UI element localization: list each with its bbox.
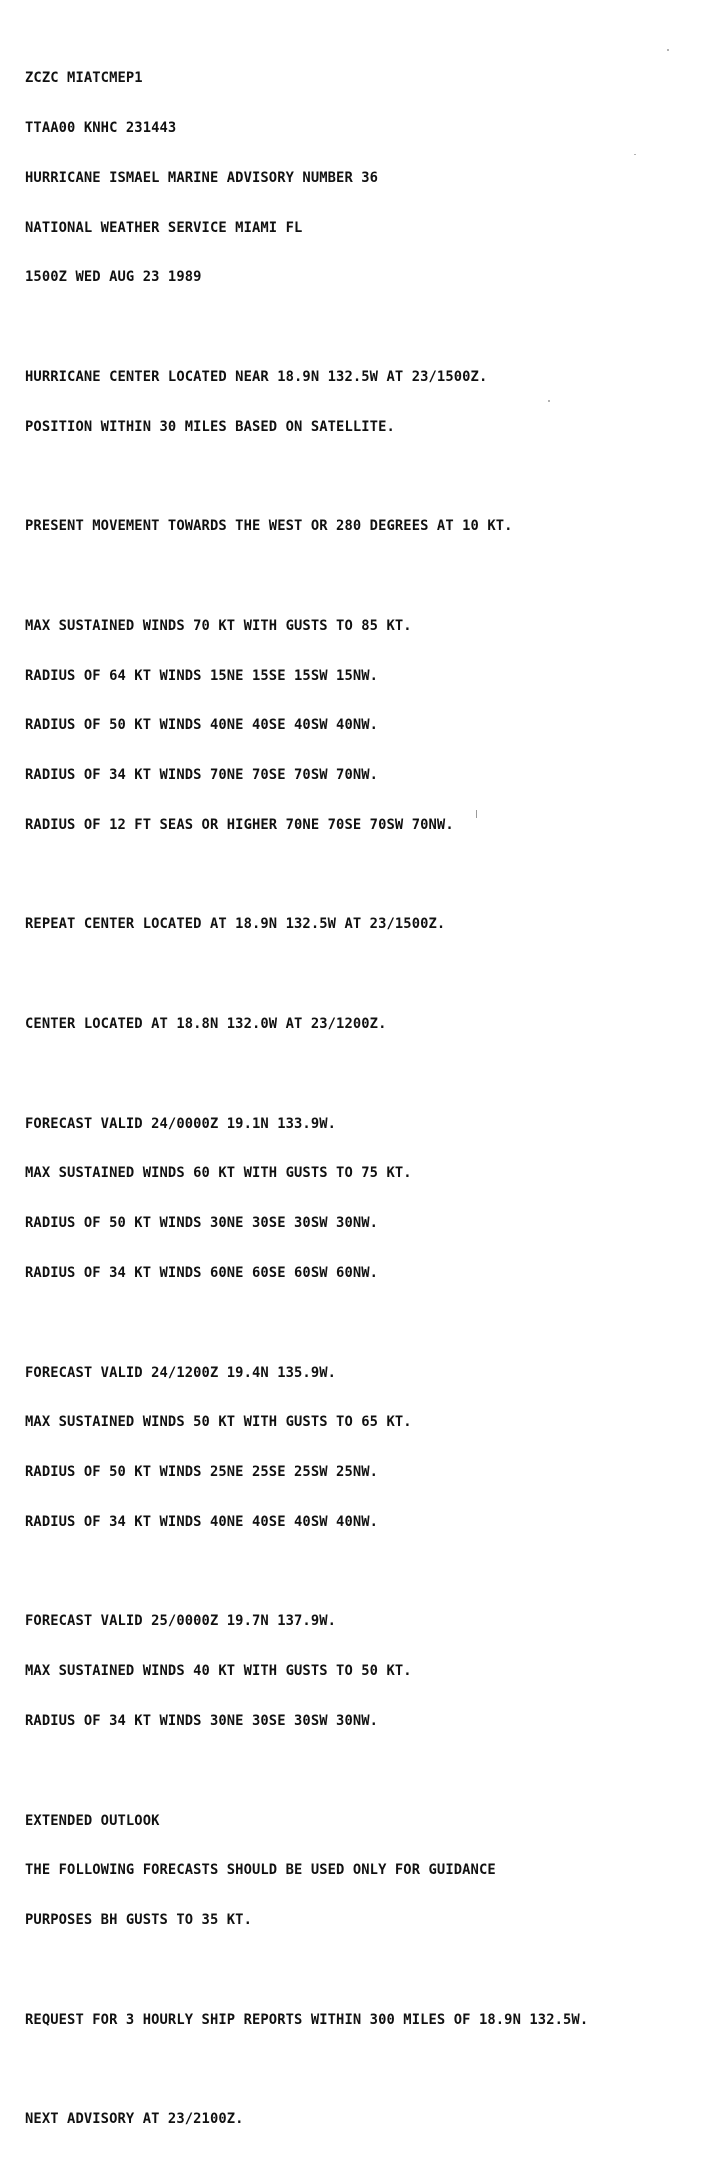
text-line: FORECAST VALID 24/0000Z 19.1N 133.9W. [25,1115,337,1132]
ship-reports-block [25,1978,715,2061]
header-block [25,37,715,319]
header-line: NATIONAL WEATHER SERVICE MIAMI FL [25,219,303,236]
text-line: THE FOLLOWING FORECASTS SHOULD BE USED ONLY FOR GUIDANCE [25,1862,496,1879]
header-line: ZCZC MIATCMEP1 [25,70,143,87]
text-line: RADIUS OF 12 FT SEAS OR HIGHER 70NE 70SE 70SW 70NW. [25,816,454,833]
prior-center-block [25,983,715,1066]
text-line: CENTER LOCATED AT 18.8N 132.0W AT 23/1200Z. [25,1016,387,1033]
header-line: TTAA00 KNHC 231443 [25,119,177,136]
text-line: RADIUS OF 34 KT WINDS 60NE 60SE 60SW 60NW. [25,1264,379,1281]
movement-block [25,485,715,568]
scan-speck [548,400,550,402]
text-line: EXTENDED OUTLOOK [25,1812,160,1829]
forecast-block-2 [25,1331,715,1563]
text-line: RADIUS OF 64 KT WINDS 15NE 15SE 15SW 15NW. [25,667,379,684]
text-line: PRESENT MOVEMENT TOWARDS THE WEST OR 280 DEGREES AT 10 KT. [25,518,513,535]
text-line: FORECAST VALID 25/0000Z 19.7N 137.9W. [25,1613,337,1630]
text-line: HURRICANE CENTER LOCATED NEAR 18.9N 132.5W AT 23/1500Z. [25,368,488,385]
header-line: 1500Z WED AUG 23 1989 [25,269,202,286]
text-line: MAX SUSTAINED WINDS 40 KT WITH GUSTS TO 50 KT. [25,1663,412,1680]
advisory-text [25,37,715,2178]
repeat-center-block [25,883,715,966]
text-line: RADIUS OF 34 KT WINDS 40NE 40SE 40SW 40NW. [25,1513,379,1530]
winds-block [25,585,715,867]
center-location-block [25,336,715,469]
text-line: REPEAT CENTER LOCATED AT 18.9N 132.5W AT 23/1500Z. [25,916,446,933]
header-line: HURRICANE ISMAEL MARINE ADVISORY NUMBER 36 [25,169,379,186]
text-line: MAX SUSTAINED WINDS 50 KT WITH GUSTS TO 65 KT. [25,1414,412,1431]
text-line: RADIUS OF 34 KT WINDS 70NE 70SE 70SW 70NW. [25,767,379,784]
text-line: FORECAST VALID 24/1200Z 19.4N 135.9W. [25,1364,337,1381]
text-line: NEXT ADVISORY AT 23/2100Z. [25,2111,244,2128]
scan-speck [476,810,477,818]
scan-speck [667,49,669,51]
next-advisory-block [25,2078,715,2161]
extended-outlook-block [25,1779,715,1962]
text-line: RADIUS OF 50 KT WINDS 25NE 25SE 25SW 25NW. [25,1464,379,1481]
text-line: REQUEST FOR 3 HOURLY SHIP REPORTS WITHIN 300 MILES OF 18.9N 132.5W. [25,2011,589,2028]
forecast-block-1 [25,1082,715,1314]
text-line: MAX SUSTAINED WINDS 60 KT WITH GUSTS TO 75 KT. [25,1165,412,1182]
text-line: RADIUS OF 50 KT WINDS 40NE 40SE 40SW 40NW. [25,717,379,734]
text-line: RADIUS OF 34 KT WINDS 30NE 30SE 30SW 30NW. [25,1712,379,1729]
text-line: POSITION WITHIN 30 MILES BASED ON SATELLITE. [25,418,395,435]
scan-speck [634,154,636,155]
text-line: MAX SUSTAINED WINDS 70 KT WITH GUSTS TO 85 KT. [25,617,412,634]
forecast-block-3 [25,1580,715,1763]
text-line: RADIUS OF 50 KT WINDS 30NE 30SE 30SW 30NW. [25,1215,379,1232]
text-line: PURPOSES BH GUSTS TO 35 KT. [25,1912,252,1929]
